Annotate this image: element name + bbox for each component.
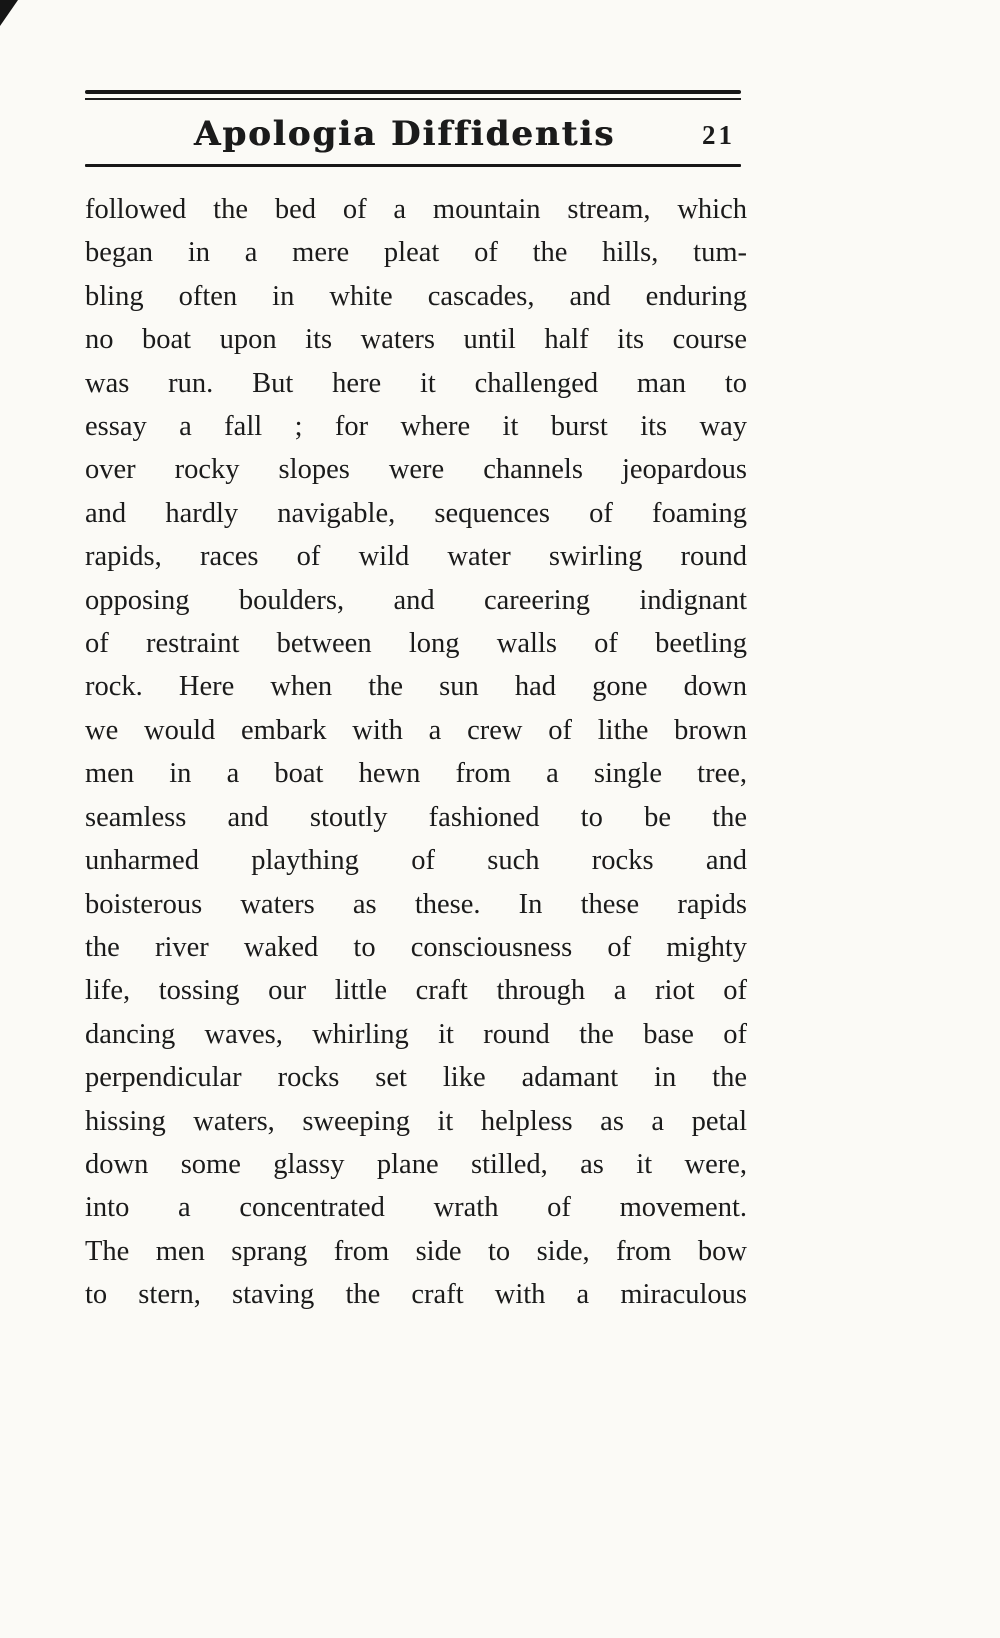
text-line: hissing waters, sweeping it helpless as a petal (85, 1105, 747, 1137)
text-line: men in a boat hewn from a single tree, (85, 758, 747, 790)
text-line: boisterous waters as these. In these rapids (85, 888, 747, 920)
text-line: perpendicular rocks set like adamant in the (85, 1062, 747, 1094)
text-line: rapids, races of wild water swirling round (85, 541, 747, 573)
text-line: seamless and stoutly fashioned to be the (85, 801, 747, 833)
text-line: and hardly navigable, sequences of foaming (85, 497, 747, 529)
page-header (85, 112, 741, 162)
text-line: the river waked to consciousness of mighty (85, 931, 747, 963)
double-rule (85, 90, 741, 100)
double-rule-top-line (85, 90, 741, 94)
text-line: began in a mere pleat of the hills, tum- (85, 237, 747, 269)
text-line: was run. But here it challenged man to (85, 367, 747, 399)
text-line: rock. Here when the sun had gone down (85, 671, 747, 703)
text-line: The men sprang from side to side, from bow (85, 1235, 747, 1267)
text-line: no boat upon its waters until half its course (85, 324, 747, 356)
text-line: over rocky slopes were channels jeopardous (85, 454, 747, 486)
text-line: of restraint between long walls of beetling (85, 628, 747, 660)
text-line: opposing boulders, and careering indignant (85, 584, 747, 616)
page-number: 21 (702, 120, 735, 150)
text-line: essay a fall ; for where it burst its way (85, 411, 747, 443)
running-title: Apologia Diffidentis (193, 114, 616, 154)
text-line: we would embark with a crew of lithe brown (85, 714, 747, 746)
text-line: to stern, staving the craft with a miraculous (85, 1279, 747, 1311)
text-line: unharmed plaything of such rocks and (85, 845, 747, 877)
text-line: dancing waves, whirling it round the base of (85, 1018, 747, 1050)
text-line: followed the bed of a mountain stream, which (85, 194, 747, 225)
body-text (85, 188, 747, 1317)
scan-corner-artifact (0, 0, 18, 26)
text-line: into a concentrated wrath of movement. (85, 1192, 747, 1224)
text-line: down some glassy plane stilled, as it were, (85, 1148, 747, 1180)
double-rule-bottom-line (85, 98, 741, 100)
text-line: life, tossing our little craft through a riot of (85, 975, 747, 1007)
header-rule (85, 164, 741, 167)
text-line: bling often in white cascades, and enduring (85, 280, 747, 312)
